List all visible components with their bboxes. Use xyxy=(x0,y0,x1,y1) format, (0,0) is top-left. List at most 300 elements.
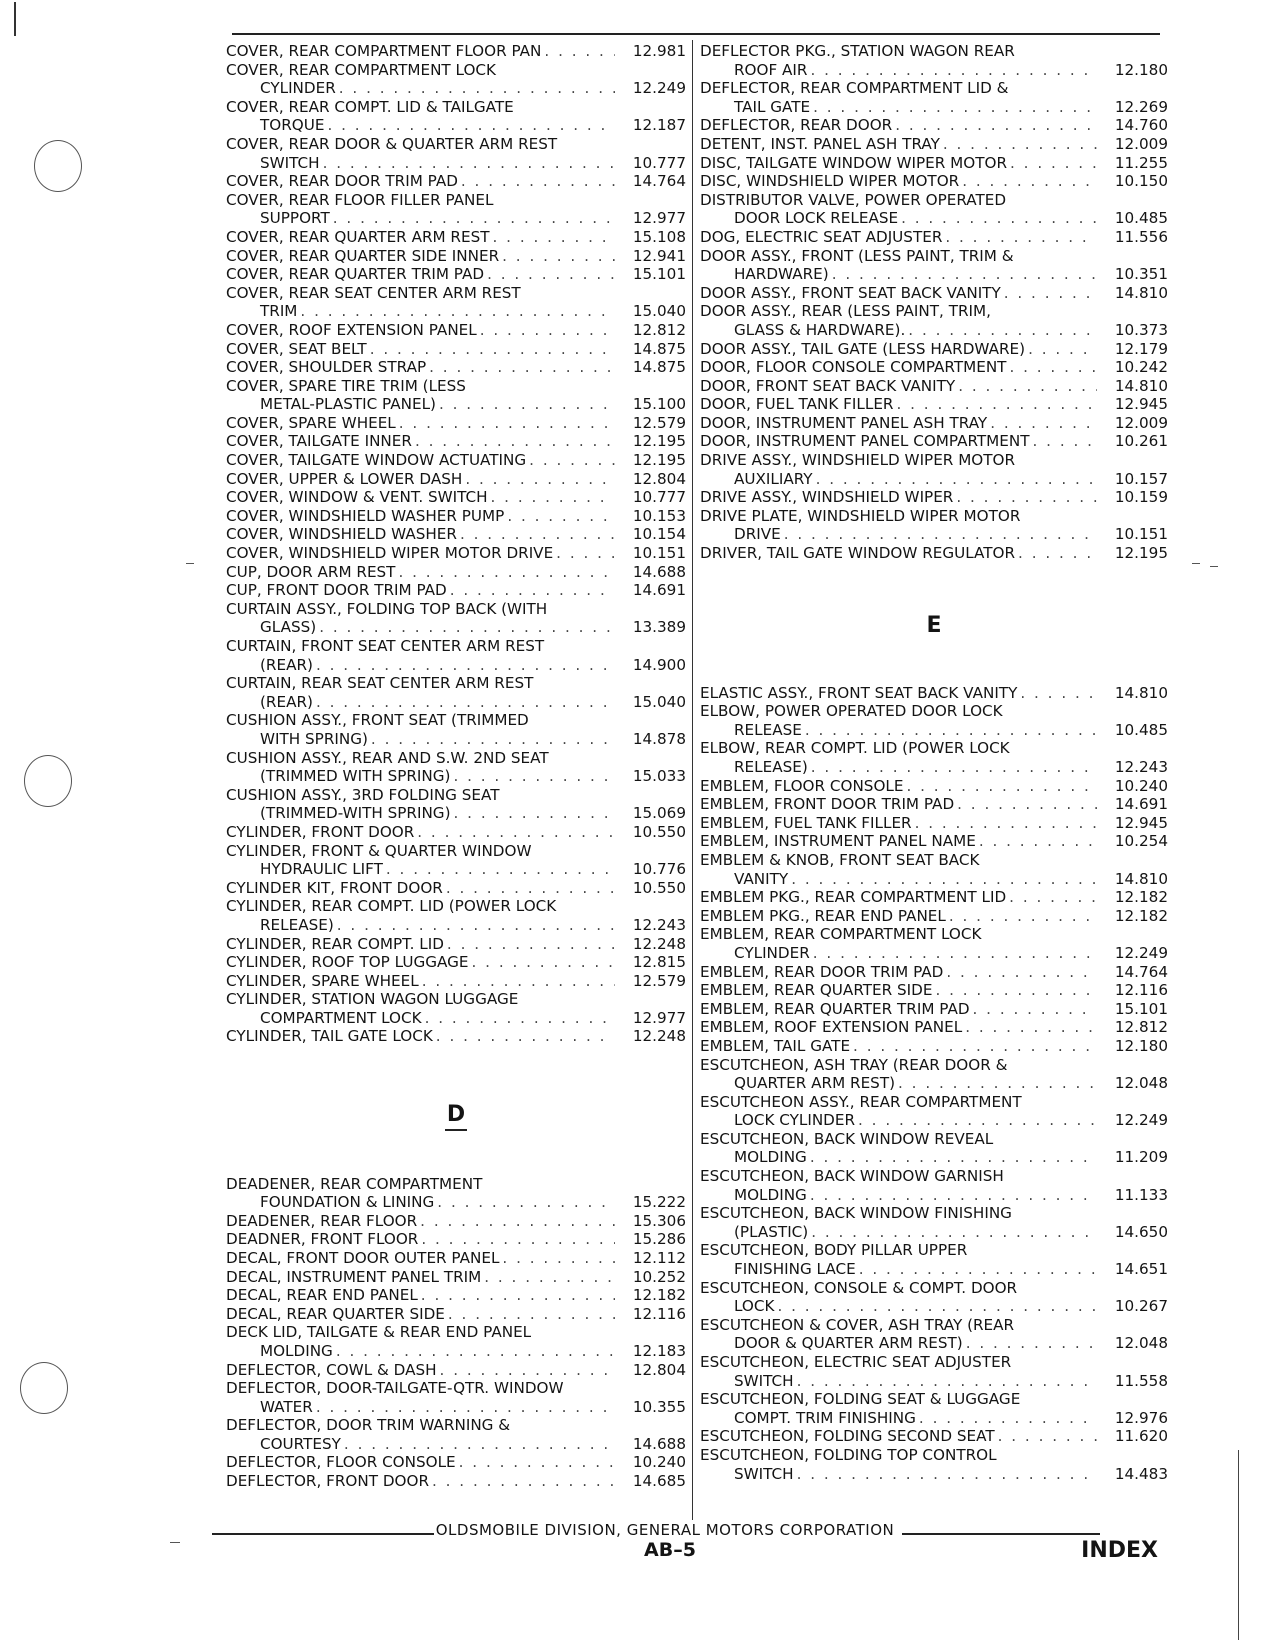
column-divider xyxy=(692,40,693,1520)
entry-text: DOG, ELECTRIC SEAT ADJUSTER xyxy=(700,227,943,246)
entry-continuation-line xyxy=(226,154,686,173)
page-reference: 14.810 xyxy=(1114,376,1168,395)
entry-text: DISTRIBUTOR VALVE, POWER OPERATED xyxy=(700,190,1007,209)
entry-text: LOCK xyxy=(734,1297,775,1316)
entry-text: DECAL, REAR QUARTER SIDE xyxy=(226,1304,445,1323)
dot-leader xyxy=(487,265,615,284)
entry-text: (TRIMMED WITH SPRING) xyxy=(260,767,451,786)
entry-text: HYDRAULIC LIFT xyxy=(260,860,383,879)
entry-text: CYLINDER KIT, FRONT DOOR xyxy=(226,878,443,897)
entry-heading-line xyxy=(226,1379,686,1398)
entry-text: COVER, WINDSHIELD WIPER MOTOR DRIVE xyxy=(226,544,554,563)
page-reference: 10.777 xyxy=(632,488,686,507)
entry-heading-line xyxy=(700,1167,1168,1186)
index-entry xyxy=(226,525,686,544)
entry-text: GLASS) xyxy=(260,618,317,637)
index-entry xyxy=(226,470,686,489)
entry-heading-line xyxy=(226,897,686,916)
page-reference: 14.685 xyxy=(632,1472,686,1491)
dot-leader xyxy=(810,1186,1097,1205)
entry-text: DEADNER, FRONT FLOOR xyxy=(226,1230,419,1249)
index-entry xyxy=(700,1037,1168,1056)
dot-leader xyxy=(429,358,615,377)
entry-continuation-line xyxy=(226,395,686,414)
entry-text: SWITCH xyxy=(734,1464,794,1483)
entry-heading-line xyxy=(226,842,686,861)
index-entry xyxy=(226,935,686,954)
scan-edge-mark xyxy=(14,2,16,36)
entry-text: COVER, REAR DOOR TRIM PAD xyxy=(226,172,458,191)
entry-text: DEADENER, REAR COMPARTMENT xyxy=(226,1174,483,1193)
page-reference: 10.252 xyxy=(632,1267,686,1286)
entry-text: COVER, REAR DOOR & QUARTER ARM REST xyxy=(226,134,558,153)
entry-heading-line xyxy=(700,302,1168,321)
entry-text: DISC, WINDSHIELD WIPER MOTOR xyxy=(700,172,960,191)
entry-text: WITH SPRING) xyxy=(260,729,368,748)
entry-heading-line xyxy=(226,749,686,768)
page-reference: 14.764 xyxy=(1114,962,1168,981)
entry-heading-line xyxy=(700,832,1168,851)
entry-heading-line xyxy=(226,1175,686,1194)
page-reference: 15.286 xyxy=(632,1230,686,1249)
entry-text: RELEASE) xyxy=(734,758,808,776)
index-entry xyxy=(700,1279,1168,1316)
index-entry xyxy=(700,247,1168,284)
index-entry xyxy=(226,600,686,637)
page-reference: 12.195 xyxy=(632,432,686,451)
entry-continuation-line xyxy=(700,470,1168,489)
stray-mark xyxy=(170,1542,180,1543)
entry-text: CURTAIN, REAR SEAT CENTER ARM REST xyxy=(226,674,534,693)
index-entry xyxy=(226,1268,686,1287)
page-reference: 11.556 xyxy=(1114,227,1168,246)
entry-continuation-line xyxy=(700,1186,1168,1205)
page-reference: 14.900 xyxy=(632,655,686,674)
entry-heading-line xyxy=(700,135,1168,154)
page-reference: 10.159 xyxy=(1114,488,1168,507)
entry-continuation-line xyxy=(700,1111,1168,1130)
page-reference: 11.255 xyxy=(1114,153,1168,172)
index-entry xyxy=(700,1093,1168,1130)
page-reference: 14.651 xyxy=(1114,1260,1168,1279)
entry-text: CUSHION ASSY., 3RD FOLDING SEAT xyxy=(226,785,500,804)
page-reference: 14.760 xyxy=(1114,116,1168,135)
entry-continuation-line xyxy=(226,730,686,749)
dot-leader xyxy=(327,116,615,135)
page-reference: 12.116 xyxy=(1114,981,1168,1000)
page-reference: 12.941 xyxy=(632,246,686,265)
page-reference: 10.373 xyxy=(1114,320,1168,339)
entry-text: VANITY xyxy=(734,869,789,888)
entry-heading-line xyxy=(700,191,1168,210)
entry-heading-line xyxy=(700,925,1168,944)
index-entry xyxy=(700,963,1168,982)
entry-text: EMBLEM, REAR DOOR TRIM PAD xyxy=(700,962,944,981)
entry-text: DRIVE PLATE, WINDSHIELD WIPER MOTOR xyxy=(700,506,1021,525)
entry-text: COVER, REAR SEAT CENTER ARM REST xyxy=(226,283,521,302)
entry-continuation-line xyxy=(700,209,1168,228)
footer-rule-left xyxy=(212,1533,434,1535)
entry-heading-line xyxy=(700,684,1168,703)
page-reference: 14.483 xyxy=(1114,1464,1168,1483)
index-entry xyxy=(700,814,1168,833)
dot-leader xyxy=(319,618,615,637)
entry-heading-line xyxy=(700,340,1168,359)
dot-leader xyxy=(1028,340,1097,359)
entry-text: COURTESY xyxy=(260,1434,341,1453)
dot-leader xyxy=(973,1000,1097,1019)
page-reference: 12.183 xyxy=(632,1341,686,1360)
entry-text: DEFLECTOR, DOOR TRIM WARNING & xyxy=(226,1416,511,1435)
dot-leader xyxy=(945,228,1097,247)
dot-leader xyxy=(901,209,1097,228)
index-entry xyxy=(700,777,1168,796)
entry-text: CYLINDER, TAIL GATE LOCK xyxy=(226,1027,433,1046)
index-entry xyxy=(700,302,1168,339)
entry-text: ELBOW, POWER OPERATED DOOR LOCK xyxy=(700,702,1003,721)
entry-heading-line xyxy=(226,711,686,730)
entry-text: HARDWARE) xyxy=(734,265,829,284)
page-reference: 10.550 xyxy=(632,822,686,841)
dot-leader xyxy=(811,1223,1097,1242)
entry-heading-line xyxy=(700,228,1168,247)
dot-leader xyxy=(417,823,615,842)
page-reference: 12.182 xyxy=(1114,888,1168,907)
dot-leader xyxy=(453,767,615,786)
dot-leader xyxy=(465,470,615,489)
page-reference: 10.240 xyxy=(632,1453,686,1472)
entry-heading-line xyxy=(700,1241,1168,1260)
dot-leader xyxy=(544,42,615,61)
entry-text: DRIVER, TAIL GATE WINDOW REGULATOR xyxy=(700,544,1016,563)
dot-leader xyxy=(446,879,615,898)
section-label: INDEX xyxy=(1081,1538,1158,1563)
entry-heading-line xyxy=(226,228,686,247)
entry-heading-line xyxy=(226,637,686,656)
dot-leader xyxy=(439,395,615,414)
entry-text: ELASTIC ASSY., FRONT SEAT BACK VANITY xyxy=(700,683,1018,702)
index-entry xyxy=(700,116,1168,135)
index-entry xyxy=(226,135,686,172)
entry-text: DEFLECTOR, DOOR-TAILGATE-QTR. WINDOW xyxy=(226,1379,564,1398)
entry-text: ROOF AIR xyxy=(734,60,808,79)
index-entry xyxy=(700,832,1168,851)
entry-heading-line xyxy=(226,1305,686,1324)
entry-text: EMBLEM, REAR QUARTER SIDE xyxy=(700,981,933,1000)
entry-text: COVER, SEAT BELT xyxy=(226,339,367,358)
entry-continuation-line xyxy=(700,1148,1168,1167)
entry-heading-line xyxy=(226,990,686,1009)
index-entry xyxy=(700,981,1168,1000)
entry-heading-line xyxy=(226,1249,686,1268)
binder-hole-bottom xyxy=(20,1362,68,1414)
entry-text: FOUNDATION & LINING xyxy=(260,1193,435,1212)
index-entry xyxy=(226,1212,686,1231)
entry-text: COVER, WINDSHIELD WASHER PUMP xyxy=(226,506,505,525)
page-reference: 12.179 xyxy=(1114,339,1168,358)
dot-leader xyxy=(957,795,1097,814)
page-reference: 12.243 xyxy=(632,915,686,934)
entry-text: MOLDING xyxy=(734,1148,807,1167)
dot-leader xyxy=(895,116,1097,135)
index-entry xyxy=(226,1027,686,1046)
page-reference: 15.101 xyxy=(1114,999,1168,1018)
dot-leader xyxy=(777,1297,1097,1316)
index-entry xyxy=(700,1390,1168,1427)
page-reference: 12.009 xyxy=(1114,134,1168,153)
entry-continuation-line xyxy=(700,1372,1168,1391)
index-entry xyxy=(700,925,1168,962)
entry-heading-line xyxy=(226,1361,686,1380)
dot-leader xyxy=(556,544,615,563)
page-reference: 11.620 xyxy=(1114,1427,1168,1446)
index-entry xyxy=(226,191,686,228)
index-entry xyxy=(700,1241,1168,1278)
entry-text: CYLINDER xyxy=(260,79,336,98)
entry-continuation-line xyxy=(700,1074,1168,1093)
entry-heading-line xyxy=(226,135,686,154)
entry-text: CYLINDER, REAR COMPT. LID xyxy=(226,934,444,953)
entry-heading-line xyxy=(226,581,686,600)
dot-leader xyxy=(791,870,1097,889)
entry-heading-line xyxy=(226,470,686,489)
entry-heading-line xyxy=(226,563,686,582)
entry-heading-line xyxy=(226,674,686,693)
entry-text: EMBLEM, FLOOR CONSOLE xyxy=(700,776,904,795)
index-entry xyxy=(700,1204,1168,1241)
entry-text: CUP, DOOR ARM REST xyxy=(226,562,396,581)
dot-leader xyxy=(805,721,1097,740)
entry-heading-line xyxy=(226,42,686,61)
entry-text: EMBLEM, ROOF EXTENSION PANEL xyxy=(700,1018,963,1037)
index-entry xyxy=(226,879,686,898)
entry-text: COMPT. TRIM FINISHING xyxy=(734,1408,916,1427)
entry-heading-line xyxy=(226,823,686,842)
entry-heading-line xyxy=(226,935,686,954)
page-reference: 14.810 xyxy=(1114,283,1168,302)
dot-leader xyxy=(797,1372,1097,1391)
entry-heading-line xyxy=(700,544,1168,563)
index-entry xyxy=(700,451,1168,488)
page-reference: 10.485 xyxy=(1114,209,1168,228)
stray-mark xyxy=(1210,566,1218,567)
page-reference: 12.182 xyxy=(1114,906,1168,925)
entry-text: CYLINDER, SPARE WHEEL xyxy=(226,971,419,990)
dot-leader xyxy=(333,209,615,228)
dot-leader xyxy=(943,135,1097,154)
page-reference: 12.243 xyxy=(1114,758,1168,776)
dot-leader xyxy=(946,963,1097,982)
index-entry xyxy=(226,1286,686,1305)
entry-heading-line xyxy=(700,777,1168,796)
index-entry xyxy=(226,1323,686,1360)
dot-leader xyxy=(436,1027,615,1046)
entry-text: RELEASE xyxy=(734,720,802,739)
section-letter-e: E xyxy=(926,612,942,638)
page-reference: 10.776 xyxy=(632,860,686,879)
entry-heading-line xyxy=(226,1416,686,1435)
entry-text: DECAL, INSTRUMENT PANEL TRIM xyxy=(226,1267,482,1286)
page-reference: 14.810 xyxy=(1114,683,1168,702)
entry-text: COVER, REAR COMPT. LID & TAILGATE xyxy=(226,97,514,116)
page-reference: 15.306 xyxy=(632,1211,686,1230)
entry-heading-line xyxy=(226,1453,686,1472)
index-entry xyxy=(226,1416,686,1453)
index-entry xyxy=(226,358,686,377)
index-column-left xyxy=(226,42,686,1491)
index-entry xyxy=(226,1305,686,1324)
entry-heading-line xyxy=(226,61,686,80)
entry-text: DOOR ASSY., REAR (LESS PAINT, TRIM, xyxy=(700,302,991,321)
stray-mark xyxy=(1192,563,1200,564)
entry-text: WATER xyxy=(260,1397,313,1416)
entry-text: DOOR, FUEL TANK FILLER xyxy=(700,395,894,414)
entry-text: ELBOW, REAR COMPT. LID (POWER LOCK xyxy=(700,739,1010,758)
dot-leader xyxy=(316,1398,615,1417)
dot-leader xyxy=(784,525,1097,544)
binder-hole-middle xyxy=(24,755,72,807)
entry-heading-line xyxy=(700,1204,1168,1223)
dot-leader xyxy=(454,804,615,823)
page-reference: 14.691 xyxy=(632,581,686,600)
footer-rule-right xyxy=(902,1533,1100,1535)
index-entry xyxy=(700,1353,1168,1390)
entry-heading-line xyxy=(700,432,1168,451)
entry-heading-line xyxy=(700,702,1168,721)
dot-leader xyxy=(344,1435,615,1454)
dot-leader xyxy=(323,154,615,173)
entry-heading-line xyxy=(226,1472,686,1491)
entry-text: DOOR, FLOOR CONSOLE COMPARTMENT xyxy=(700,358,1007,377)
page-reference: 12.195 xyxy=(1114,544,1168,563)
entry-heading-line xyxy=(700,739,1168,758)
entry-text: ESCUTCHEON, FOLDING TOP CONTROL xyxy=(700,1445,997,1464)
entry-text: CYLINDER, STATION WAGON LUGGAGE xyxy=(226,990,519,1009)
dot-leader xyxy=(810,61,1097,80)
entry-text: MOLDING xyxy=(260,1341,333,1360)
entry-heading-line xyxy=(700,42,1168,61)
section-letter-d: D xyxy=(446,1102,466,1128)
dot-leader xyxy=(480,321,615,340)
page-number: AB–5 xyxy=(644,1539,696,1561)
entry-text: COVER, REAR FLOOR FILLER PANEL xyxy=(226,190,494,209)
entry-text: ESCUTCHEON, ASH TRAY (REAR DOOR & xyxy=(700,1055,1008,1074)
dot-leader xyxy=(998,1427,1097,1446)
index-entry xyxy=(226,1230,686,1249)
index-entry xyxy=(700,79,1168,116)
dot-leader xyxy=(1009,358,1097,377)
page-reference: 10.151 xyxy=(632,544,686,563)
entry-continuation-line xyxy=(700,1334,1168,1353)
entry-heading-line xyxy=(226,247,686,266)
entry-continuation-line xyxy=(226,1398,686,1417)
entry-text: TAIL GATE xyxy=(734,97,811,116)
page-reference: 12.248 xyxy=(632,934,686,953)
entry-text: CYLINDER, FRONT DOOR xyxy=(226,822,415,841)
entry-text: COVER, WINDSHIELD WASHER xyxy=(226,525,457,544)
entry-text: CUSHION ASSY., FRONT SEAT (TRIMMED xyxy=(226,711,529,730)
entry-heading-line xyxy=(700,1130,1168,1149)
page-reference: 12.579 xyxy=(632,413,686,432)
entry-heading-line xyxy=(700,851,1168,870)
page-reference: 15.108 xyxy=(632,227,686,246)
entry-continuation-line xyxy=(700,525,1168,544)
page-reference: 15.040 xyxy=(632,302,686,321)
index-entry xyxy=(700,340,1168,359)
entry-heading-line xyxy=(226,1286,686,1305)
entry-heading-line xyxy=(700,1018,1168,1037)
entry-heading-line xyxy=(700,1353,1168,1372)
entry-text: COVER, REAR QUARTER TRIM PAD xyxy=(226,265,485,284)
index-entry xyxy=(226,284,686,321)
page-reference: 13.389 xyxy=(632,618,686,637)
entry-text: ESCUTCHEON, BACK WINDOW REVEAL xyxy=(700,1129,994,1148)
entry-continuation-line xyxy=(700,1223,1168,1242)
dot-leader xyxy=(898,1074,1097,1093)
index-entry xyxy=(700,154,1168,173)
entry-continuation-line xyxy=(700,61,1168,80)
index-entry xyxy=(226,488,686,507)
entry-continuation-line xyxy=(226,302,686,321)
entry-heading-line xyxy=(700,247,1168,266)
index-entry xyxy=(226,786,686,823)
entry-heading-line xyxy=(700,1316,1168,1335)
dot-leader xyxy=(484,1268,615,1287)
entry-text: COVER, TAILGATE INNER xyxy=(226,432,412,451)
section-d-header xyxy=(226,1102,686,1131)
index-entry xyxy=(700,284,1168,303)
index-entry xyxy=(700,432,1168,451)
page-reference: 10.550 xyxy=(632,878,686,897)
page-reference: 12.187 xyxy=(632,116,686,135)
entry-text: DRIVE xyxy=(734,525,781,544)
entry-heading-line xyxy=(700,795,1168,814)
page-reference: 11.133 xyxy=(1114,1185,1168,1204)
index-entry xyxy=(226,172,686,191)
entry-text: DEADENER, REAR FLOOR xyxy=(226,1211,418,1230)
page-reference: 12.804 xyxy=(632,1360,686,1379)
index-entry xyxy=(226,321,686,340)
entry-text: CURTAIN, FRONT SEAT CENTER ARM REST xyxy=(226,637,545,655)
index-entry xyxy=(700,377,1168,396)
entry-text: DECAL, REAR END PANEL xyxy=(226,1286,418,1305)
entry-text: DEFLECTOR, FRONT DOOR xyxy=(226,1472,429,1491)
entry-heading-line xyxy=(700,1279,1168,1298)
index-entry xyxy=(226,98,686,135)
page-reference: 14.810 xyxy=(1114,869,1168,888)
entry-text: EMBLEM, REAR COMPARTMENT LOCK xyxy=(700,925,982,944)
dot-leader xyxy=(853,1037,1097,1056)
entry-text: DEFLECTOR, FLOOR CONSOLE xyxy=(226,1453,456,1472)
page-reference: 10.485 xyxy=(1114,720,1168,739)
entry-continuation-line xyxy=(700,870,1168,889)
entry-text: DETENT, INST. PANEL ASH TRAY xyxy=(700,134,940,153)
entry-text: DEFLECTOR, REAR DOOR xyxy=(700,116,893,135)
index-entry xyxy=(700,507,1168,544)
index-entry xyxy=(226,507,686,526)
index-entry xyxy=(700,907,1168,926)
index-entry xyxy=(226,432,686,451)
entry-heading-line xyxy=(226,358,686,377)
entry-text: (REAR) xyxy=(260,692,313,711)
index-entry xyxy=(226,42,686,61)
page-reference: 10.261 xyxy=(1114,432,1168,451)
entry-text: (PLASTIC) xyxy=(734,1222,809,1241)
index-entry xyxy=(700,42,1168,79)
entry-text: CYLINDER, ROOF TOP LUGGAGE xyxy=(226,953,469,972)
dot-leader xyxy=(502,247,615,266)
dot-leader xyxy=(816,470,1097,489)
